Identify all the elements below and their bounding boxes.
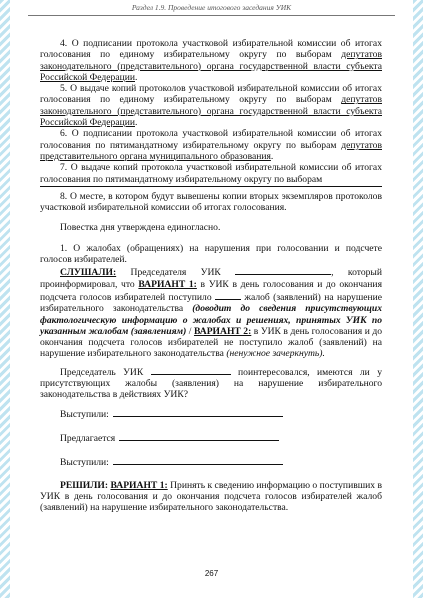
heard-label: СЛУШАЛИ: xyxy=(60,267,117,279)
spoke-label-2: Выступили: xyxy=(60,457,109,469)
agenda-item-4-underlined: депутатов законодательного (представительного) органа государственной власти субъекта Российской Федерации xyxy=(40,49,382,83)
agenda-item-6-text: 6. О подписании протокола участковой избирательной комиссии об итогах голосования по пятимандатному избирательному округу по выборам xyxy=(40,128,382,151)
agenda-item-4: 4. О подписании протокола участковой избирательной комиссии об итогах голосования по единому избирательному округу по выборам депутатов законодательного (представительного) органа государственной власти субъекта Российской Федерации. xyxy=(40,38,382,83)
agenda-item-5: 5. О выдаче копий протоколов участковой избирательной комиссии об итогах голосования по единому избирательному округу по выборам депутатов законодательного (представительного) органа государственной власти субъекта Российской Федерации. xyxy=(40,83,382,129)
agenda-item-8: 8. О месте, в котором будут вывешены копии вторых экземпляров протоколов участковой избирательной комиссии об итогах голосования. xyxy=(40,190,382,214)
fill-in-line xyxy=(40,186,382,187)
heard-text-5: в УИК в день голосования и до окончания подсчета голосов избирателей не поступило жалоб (заявлений) на нарушение избирательного законодательства xyxy=(40,325,382,360)
agenda-item-5-underlined: депутатов законодательного (представительного) органа государственной власти субъекта Российской Федерации xyxy=(40,94,382,129)
heard-text-4: жалоб (заявлений) на нарушение избирательного законодательства xyxy=(40,291,382,315)
decided-paragraph xyxy=(40,480,382,514)
spoke-line-2 xyxy=(40,455,382,468)
decided-variant-label: ВАРИАНТ 1: xyxy=(110,479,168,491)
chair-question-paragraph xyxy=(40,365,382,401)
agenda-item-6: 6. О подписании протокола участковой избирательной комиссии об итогах голосования по пятимандатному избирательному округу по выборам депутатов представительного органа муниципального образования. xyxy=(40,128,382,162)
heard-text-1: Председателя УИК xyxy=(116,267,236,279)
spoke-fill-1 xyxy=(113,407,283,417)
spoke-fill-2 xyxy=(113,455,283,465)
variant-2-label: ВАРИАНТ 2: xyxy=(193,325,252,337)
variant-1-label: ВАРИАНТ 1: xyxy=(138,278,197,290)
proposed-label: Предлагается xyxy=(60,432,116,444)
heard-italic-note: (доводит до сведения присутствующих фактологическую информацию о жалобах и решениях, принятых УИК по указанным жалобам (заявлениям) xyxy=(40,303,382,337)
document-body xyxy=(40,38,382,513)
question-1-title: 1. О жалобах (обращениях) на нарушения при голосовании и подсчете голосов избирателей. xyxy=(40,242,382,266)
chair-text-1: Председатель УИК xyxy=(60,366,151,378)
strike-through-note: (ненужное зачеркнуть). xyxy=(226,348,325,360)
running-header: Раздел 1.9. Проведение итогового заседания УИК xyxy=(28,3,395,16)
proposed-fill xyxy=(119,431,279,441)
proposed-line xyxy=(40,431,382,444)
variant-separator: / xyxy=(186,325,194,337)
agenda-item-4-text: 4. О подписании протокола участковой избирательной комиссии об итогах голосования по единому избирательному округу по выборам xyxy=(40,38,382,61)
decided-text: Принять к сведению информацию о поступивших в УИК в день голосования и до окончания подсчета голосов избирателей жалоб (заявлений) на нарушение избирательного законодательства. xyxy=(40,479,382,514)
page-number: 267 xyxy=(204,569,219,578)
complaint-count-blank xyxy=(215,290,241,300)
spoke-line-1 xyxy=(40,407,382,420)
agenda-approved-text: Повестка дня утверждена единогласно. xyxy=(60,222,221,234)
agenda-item-7-text: 7. О выдаче копий протокола участковой избирательной комиссии об итогах голосования по пятимандатному избирательному округу по выборам xyxy=(40,162,382,185)
heard-text-3: в УИК в день голосования и до окончания подсчета голосов избирателей поступило xyxy=(40,278,382,303)
heard-text-2: , который проинформировал, что xyxy=(40,267,382,290)
chair-name-blank xyxy=(235,265,331,275)
left-decorative-stripe xyxy=(0,0,10,598)
agenda-item-7 xyxy=(40,162,382,185)
heard-paragraph xyxy=(40,265,382,359)
decided-label: РЕШИЛИ: xyxy=(60,479,109,491)
agenda-item-5-text: 5. О выдаче копий протоколов участковой избирательной комиссии об итогах голосования по единому избирательному округу по выборам xyxy=(40,83,382,106)
right-decorative-stripe xyxy=(413,0,423,598)
agenda-item-6-underlined: депутатов представительного органа муниципального образования xyxy=(40,139,382,162)
chair-name-blank-2 xyxy=(151,365,231,375)
spoke-label-1: Выступили: xyxy=(60,408,109,420)
chair-text-2: поинтересовался, имеются ли у присутствующих жалобы (заявления) на нарушение избирательного законодательства в действиях УИК? xyxy=(40,366,382,401)
